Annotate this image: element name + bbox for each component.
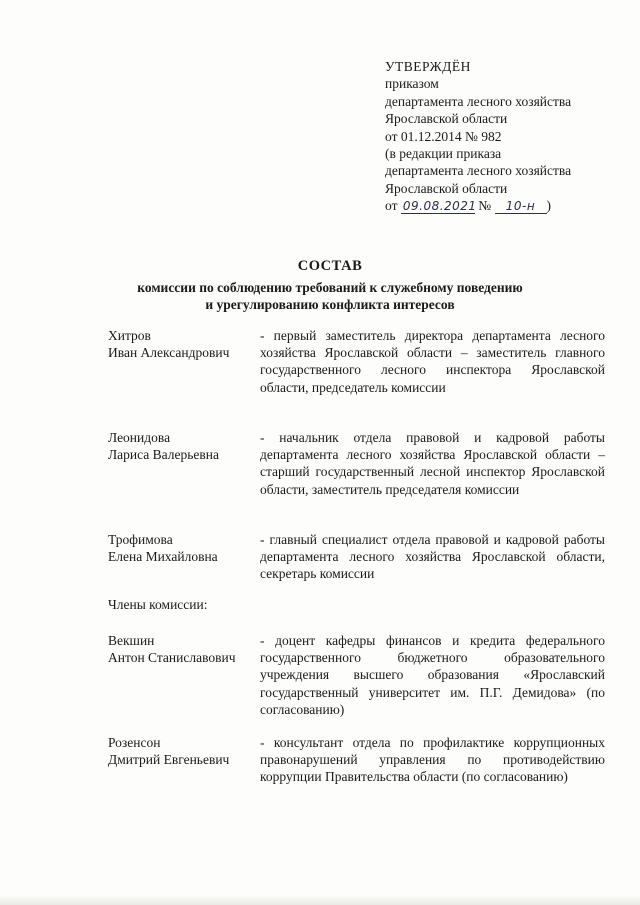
number-sign: № — [478, 198, 492, 214]
member-given-name: Иван Александрович — [108, 345, 230, 361]
document-heading — [120, 258, 540, 314]
member-given-name: Дмитрий Евгеньевич — [108, 752, 230, 768]
member-description: - первый заместитель директора департамента лесного хозяйства Ярославской области – заместитель главного государственного лесного инспектора Ярославской области, председатель комиссии — [260, 328, 605, 395]
approval-line: от 01.12.2014 № 982 — [385, 128, 502, 144]
member-surname: Леонидова — [108, 430, 171, 445]
approval-line: Ярославской области — [385, 180, 508, 196]
approval-line: (в редакции приказа — [385, 146, 502, 162]
approval-line: приказом — [385, 76, 439, 92]
approval-title: УТВЕРЖДЁН — [385, 59, 471, 74]
member-given-name: Антон Станиславович — [108, 650, 236, 666]
closing-bracket: ) — [546, 198, 551, 214]
approval-line: департамента лесного хозяйства — [385, 163, 572, 179]
member-surname: Векшин — [108, 633, 155, 648]
scan-bottom-edge — [0, 895, 640, 905]
member-name — [108, 327, 258, 361]
handwritten-number: 10-н — [495, 199, 547, 214]
member-surname: Трофимова — [108, 532, 173, 547]
member-given-name: Елена Михайловна — [108, 549, 218, 565]
approval-amendment-line — [385, 197, 625, 214]
approval-line: департамента лесного хозяйства — [385, 93, 572, 109]
member-description: - начальник отдела правовой и кадровой работы департамента лесного хозяйства Ярославской области – старший государственный лесной инспектор Ярославской области, заместитель председателя комиссии — [260, 430, 605, 497]
member-description: - доцент кафедры финансов и кредита федерального государственного бюджетного образовательного учреждения высшего образования «Ярославский государственный университет им. П.Г. Демидова» (по согласованию) — [260, 633, 605, 717]
member-description: - главный специалист отдела правовой и кадровой работы департамента лесного хозяйства Ярославской области, секретарь комиссии — [260, 532, 605, 582]
approval-from-prefix: от — [385, 198, 398, 214]
handwritten-date: 09.08.2021 — [402, 199, 477, 214]
member-surname: Розенсон — [108, 735, 161, 750]
heading-title: СОСТАВ — [297, 258, 363, 274]
member-name — [108, 734, 258, 768]
member-description: - консультант отдела по профилактике коррупционных правонарушений управления по противодействию коррупции Правительства области (по согласованию) — [260, 735, 605, 785]
heading-line-2: и урегулированию конфликта интересов — [205, 297, 455, 312]
member-name — [108, 632, 258, 666]
member-name — [108, 429, 258, 463]
member-given-name: Лариса Валерьевна — [108, 447, 219, 463]
members-section-label: Члены комиссии: — [108, 597, 208, 612]
approval-line: Ярославской области — [385, 111, 508, 127]
member-name — [108, 531, 258, 565]
approval-block — [385, 58, 625, 215]
member-surname: Хитров — [108, 328, 151, 343]
heading-line-1: комиссии по соблюдению требований к служебному поведению — [137, 279, 523, 295]
